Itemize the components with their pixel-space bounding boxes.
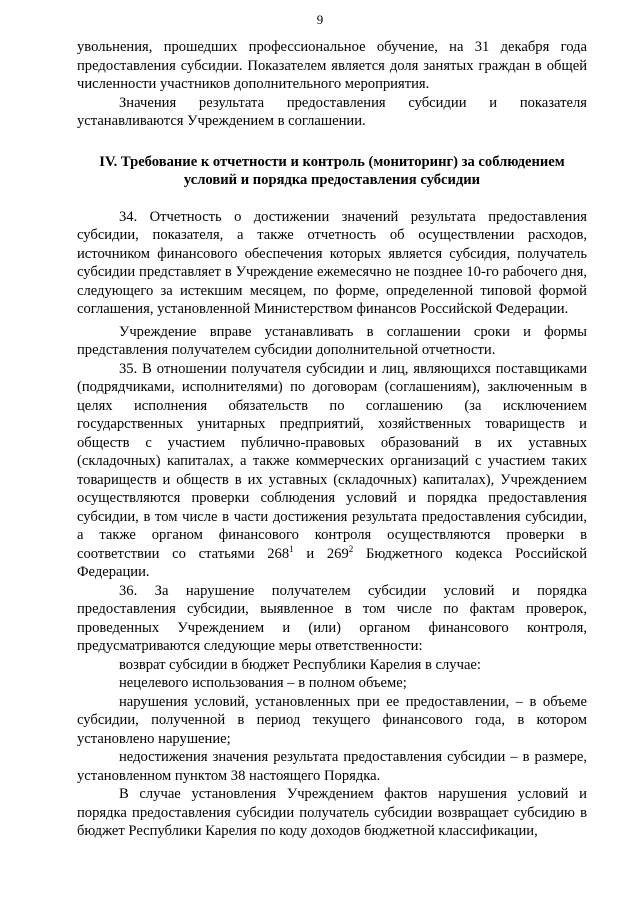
intro-paragraph-2: Значения результата предоставления субсидии и показателя устанавливаются Учреждением в соглашении. [77,94,587,129]
paragraph-34-additional: Учреждение вправе устанавливать в соглашении сроки и формы представления получателем субсидии дополнительной отчетности. [77,323,587,358]
paragraph-35-text: 35. В отношении получателя субсидии и лиц, являющихся поставщиками (подрядчиками, исполнителями) по договорам (соглашениям), заключенным в целях исполнения обязательств по соглашению (за исключением государственных унитарных предприятий, хозяйственных товариществ и обществ с участием публично-правовых образований в их уставных (складочных) капиталах, а также коммерческих организаций с участием таких товариществ и обществ в их уставных (складочных) капиталах), Учреждением осуществляются проверки соблюдения условий и порядка предоставления субсидии, в том числе в части достижения результата предоставления субсидии, а также органом финансового контроля осуществляются проверки в соответствии со статьями 268 [77,360,587,562]
section-heading-line-1: IV. Требование к отчетности и контроль (мониторинг) за соблюдением [99,153,565,170]
section-heading [77,153,587,190]
paragraph-36: 36. За нарушение получателем субсидии условий и порядка предоставления субсидии, выявленное в том числе по фактам проверок, проведенных Учреждением и (или) органом финансового контроля, предусматриваются следующие меры ответственности: [77,582,587,654]
paragraph-34: 34. Отчетность о достижении значений результата предоставления субсидии, показателя, а также отчетность об осуществлении расходов, источником финансового обеспечения которых является субсидия, получатель субсидии представляет в Учреждение ежемесячно не позднее 10-го рабочего дня, следующего за истекшим месяцем, по форме, определенной типовой формой соглашения, установленной Министерством финансов Российской Федерации. [77,208,587,317]
footnote-sup-2: 2 [348,543,354,554]
paragraph-36-violation: нарушения условий, установленных при ее предоставлении, – в объеме субсидии, полученной в период текущего финансового года, в котором установлено нарушение; [77,693,587,747]
paragraph-36-misuse: нецелевого использования – в полном объеме; [119,675,407,691]
intro-paragraph-1: увольнения, прошедших профессиональное обучение, на 31 декабря года предоставления субсидии. Показателем является доля занятых граждан в общей численности участников дополнительного мероприятия. [77,39,587,92]
paragraph-35-end: Бюджетного кодекса Российской Федерации. [77,545,588,580]
page-number: 9 [316,12,324,27]
document-body [77,38,587,841]
paragraph-35-and: и 269 [293,545,349,562]
footnote-sup-1: 1 [289,543,294,554]
paragraph-36-nonachievement: недостижения значения результата предоставления субсидии – в размере, установленном пунктом 38 настоящего Порядка. [77,749,587,784]
section-heading-line-2: условий и порядка предоставления субсидии [183,172,481,188]
paragraph-36-return: возврат субсидии в бюджет Республики Карелия в случае: [119,656,481,673]
paragraph-35 [77,360,587,582]
paragraph-36-return-procedure: В случае установления Учреждением фактов нарушения условий и порядка предоставления субсидии получатель субсидии возвращает субсидию в бюджет Республики Карелия по коду доходов бюджетной классификации, [77,786,587,839]
